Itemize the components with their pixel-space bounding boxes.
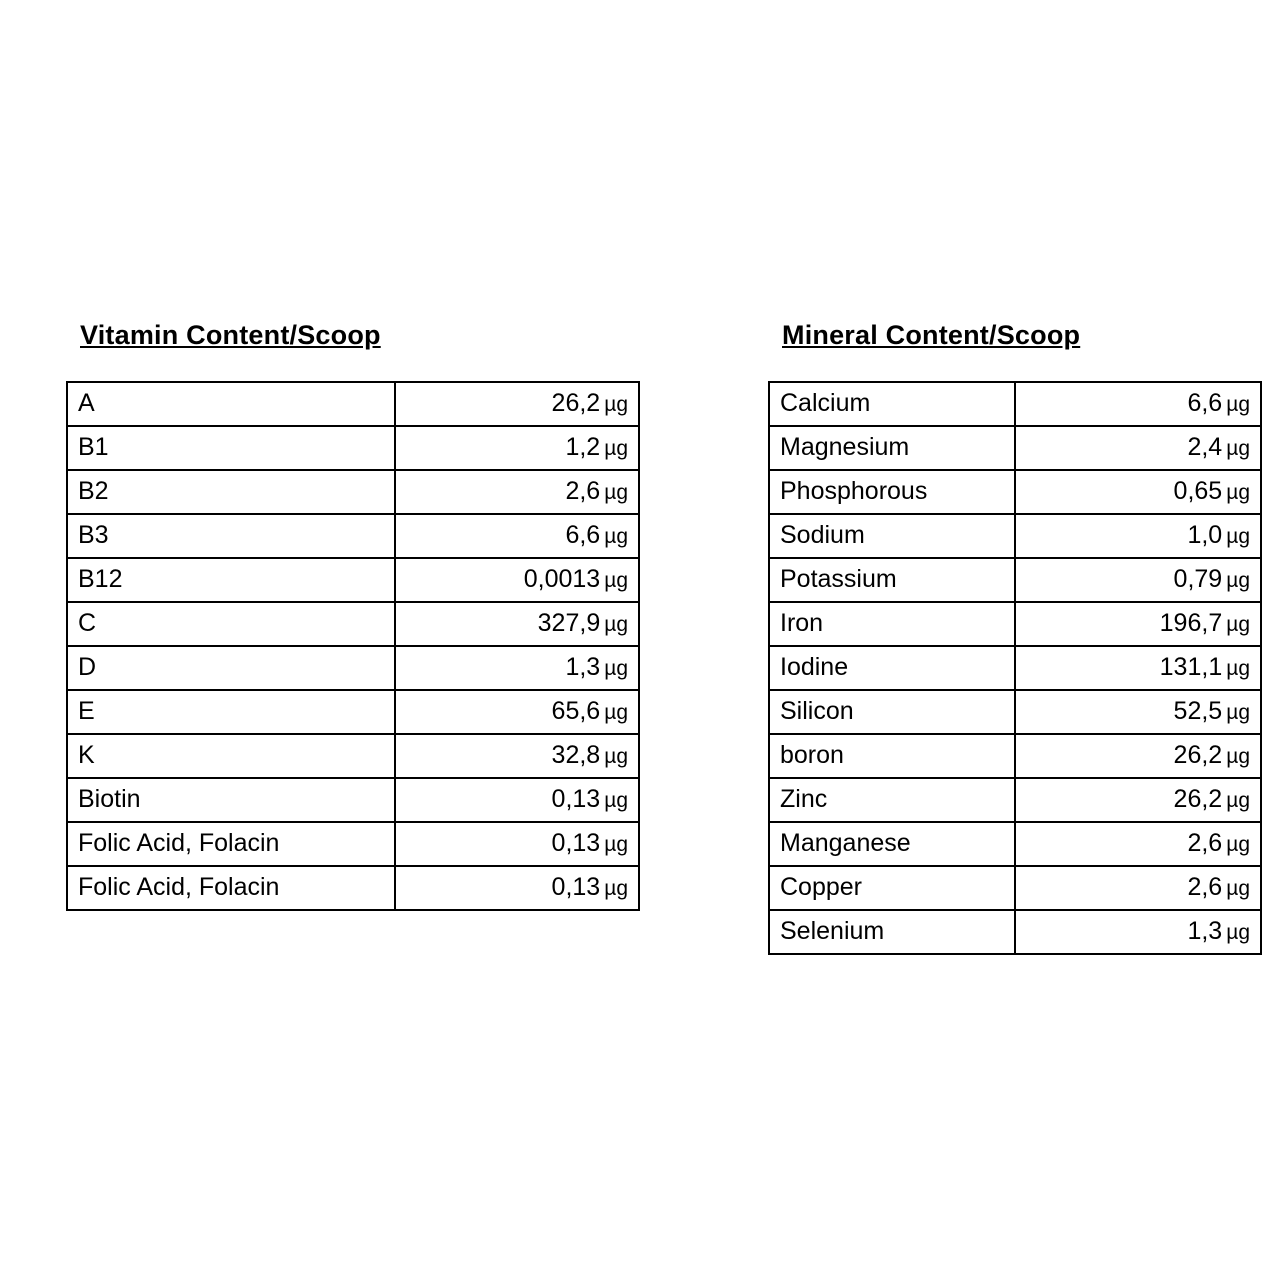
nutrient-name-cell: B3 — [67, 514, 395, 558]
nutrient-value-unit: µg — [1226, 480, 1250, 504]
nutrient-name-cell: D — [67, 646, 395, 690]
nutrient-value-cell — [1015, 426, 1261, 470]
nutrient-value-number: 65,6 — [551, 696, 601, 725]
nutrient-value-unit: µg — [604, 832, 628, 856]
nutrient-value-number: 0,13 — [551, 784, 601, 813]
nutrient-value-number: 196,7 — [1159, 608, 1223, 637]
nutrient-name-cell: Calcium — [769, 382, 1015, 426]
nutrient-value-unit: µg — [604, 744, 628, 768]
nutrient-value-number: 32,8 — [551, 740, 601, 769]
nutrient-value-cell — [395, 602, 639, 646]
nutrient-value-number: 131,1 — [1159, 652, 1223, 681]
table-row — [769, 602, 1261, 646]
nutrient-value-unit: µg — [1226, 524, 1250, 548]
table-row — [769, 382, 1261, 426]
table-row — [67, 426, 639, 470]
table-row — [67, 558, 639, 602]
nutrient-value-number: 2,6 — [1187, 872, 1223, 901]
nutrient-value-cell — [1015, 778, 1261, 822]
nutrient-name-cell: B1 — [67, 426, 395, 470]
mineral-content-table — [768, 381, 1262, 955]
nutrient-value-unit: µg — [604, 436, 628, 460]
nutrient-value-unit: µg — [1226, 656, 1250, 680]
nutrient-name-cell: Folic Acid, Folacin — [67, 866, 395, 910]
nutrient-value-cell — [395, 690, 639, 734]
nutrient-value-cell — [395, 778, 639, 822]
nutrient-value-unit: µg — [604, 656, 628, 680]
table-row — [769, 734, 1261, 778]
nutrient-value-unit: µg — [604, 788, 628, 812]
nutrient-name-cell: Silicon — [769, 690, 1015, 734]
table-row — [769, 690, 1261, 734]
nutrient-name-cell: C — [67, 602, 395, 646]
nutrient-value-cell — [395, 426, 639, 470]
nutrient-value-cell — [1015, 734, 1261, 778]
nutrient-value-number: 2,6 — [565, 476, 601, 505]
nutrient-name-cell: Potassium — [769, 558, 1015, 602]
vitamin-panel-title: Vitamin Content/Scoop — [80, 320, 381, 350]
nutrient-value-unit: µg — [604, 876, 628, 900]
table-row — [67, 866, 639, 910]
table-row — [769, 646, 1261, 690]
table-row — [769, 514, 1261, 558]
table-row — [769, 470, 1261, 514]
nutrient-name-cell: Zinc — [769, 778, 1015, 822]
nutrient-value-number: 1,3 — [1187, 916, 1223, 945]
nutrient-value-number: 1,0 — [1187, 520, 1223, 549]
nutrient-value-number: 0,13 — [551, 828, 601, 857]
table-row — [769, 822, 1261, 866]
nutrient-value-cell — [1015, 382, 1261, 426]
vitamin-content-table — [66, 381, 640, 911]
table-row — [769, 778, 1261, 822]
nutrient-value-cell — [1015, 646, 1261, 690]
nutrient-value-number: 0,0013 — [523, 564, 601, 593]
mineral-content-panel — [768, 320, 1250, 955]
nutrient-value-unit: µg — [1226, 612, 1250, 636]
nutrient-value-cell — [395, 822, 639, 866]
nutrient-value-cell — [395, 514, 639, 558]
nutrient-name-cell: boron — [769, 734, 1015, 778]
nutrient-value-unit: µg — [1226, 568, 1250, 592]
nutrient-value-cell — [395, 646, 639, 690]
nutrient-name-cell: Iodine — [769, 646, 1015, 690]
nutrient-value-unit: µg — [604, 392, 628, 416]
nutrient-value-unit: µg — [1226, 436, 1250, 460]
nutrient-value-number: 6,6 — [565, 520, 601, 549]
nutrient-name-cell: Biotin — [67, 778, 395, 822]
table-row — [67, 382, 639, 426]
nutrient-value-cell — [395, 866, 639, 910]
table-row — [769, 866, 1261, 910]
mineral-table-body — [769, 382, 1261, 954]
nutrient-value-number: 6,6 — [1187, 388, 1223, 417]
nutrient-value-cell — [1015, 514, 1261, 558]
nutrient-name-cell: Iron — [769, 602, 1015, 646]
table-row — [67, 514, 639, 558]
nutrient-value-cell — [395, 470, 639, 514]
nutrient-value-cell — [395, 734, 639, 778]
nutrient-value-number: 26,2 — [1173, 740, 1223, 769]
table-row — [67, 822, 639, 866]
table-row — [769, 426, 1261, 470]
nutrient-value-cell — [1015, 470, 1261, 514]
nutrient-name-cell: Copper — [769, 866, 1015, 910]
nutrient-value-unit: µg — [604, 612, 628, 636]
nutrient-value-unit: µg — [1226, 392, 1250, 416]
nutrient-value-cell — [1015, 910, 1261, 954]
nutrient-value-number: 0,79 — [1173, 564, 1223, 593]
nutrient-value-number: 26,2 — [551, 388, 601, 417]
table-row — [67, 602, 639, 646]
nutrient-value-cell — [1015, 866, 1261, 910]
nutrient-name-cell: Magnesium — [769, 426, 1015, 470]
nutrient-name-cell: Selenium — [769, 910, 1015, 954]
mineral-panel-title: Mineral Content/Scoop — [782, 320, 1081, 350]
nutrient-value-cell — [1015, 690, 1261, 734]
nutrient-value-cell — [1015, 822, 1261, 866]
nutrient-value-cell — [395, 382, 639, 426]
nutrient-value-cell — [1015, 602, 1261, 646]
table-row — [67, 470, 639, 514]
nutrient-name-cell: Sodium — [769, 514, 1015, 558]
table-row — [769, 910, 1261, 954]
table-row — [67, 646, 639, 690]
nutrient-value-unit: µg — [1226, 832, 1250, 856]
nutrient-value-number: 0,65 — [1173, 476, 1223, 505]
nutrient-name-cell: E — [67, 690, 395, 734]
table-row — [769, 558, 1261, 602]
nutrient-value-cell — [1015, 558, 1261, 602]
nutrient-name-cell: K — [67, 734, 395, 778]
nutrient-name-cell: Phosphorous — [769, 470, 1015, 514]
nutrient-value-number: 327,9 — [537, 608, 601, 637]
nutrient-value-cell — [395, 558, 639, 602]
nutrient-value-unit: µg — [604, 524, 628, 548]
nutrient-name-cell: Manganese — [769, 822, 1015, 866]
nutrient-name-cell: B2 — [67, 470, 395, 514]
vitamin-table-body — [67, 382, 639, 910]
nutrient-value-unit: µg — [1226, 744, 1250, 768]
nutrient-name-cell: A — [67, 382, 395, 426]
table-row — [67, 734, 639, 778]
nutrient-value-unit: µg — [1226, 700, 1250, 724]
nutrient-value-unit: µg — [1226, 876, 1250, 900]
nutrient-value-unit: µg — [1226, 788, 1250, 812]
nutrient-value-unit: µg — [604, 568, 628, 592]
nutrient-value-unit: µg — [604, 700, 628, 724]
table-row — [67, 690, 639, 734]
table-row — [67, 778, 639, 822]
nutrient-value-unit: µg — [1226, 920, 1250, 944]
nutrient-value-unit: µg — [604, 480, 628, 504]
nutrient-name-cell: B12 — [67, 558, 395, 602]
nutrient-value-number: 26,2 — [1173, 784, 1223, 813]
nutrient-value-number: 52,5 — [1173, 696, 1223, 725]
nutrient-value-number: 0,13 — [551, 872, 601, 901]
vitamin-content-panel — [66, 320, 628, 911]
nutrient-name-cell: Folic Acid, Folacin — [67, 822, 395, 866]
nutrient-value-number: 1,2 — [565, 432, 601, 461]
nutrient-value-number: 2,4 — [1187, 432, 1223, 461]
nutrient-value-number: 2,6 — [1187, 828, 1223, 857]
nutrient-value-number: 1,3 — [565, 652, 601, 681]
